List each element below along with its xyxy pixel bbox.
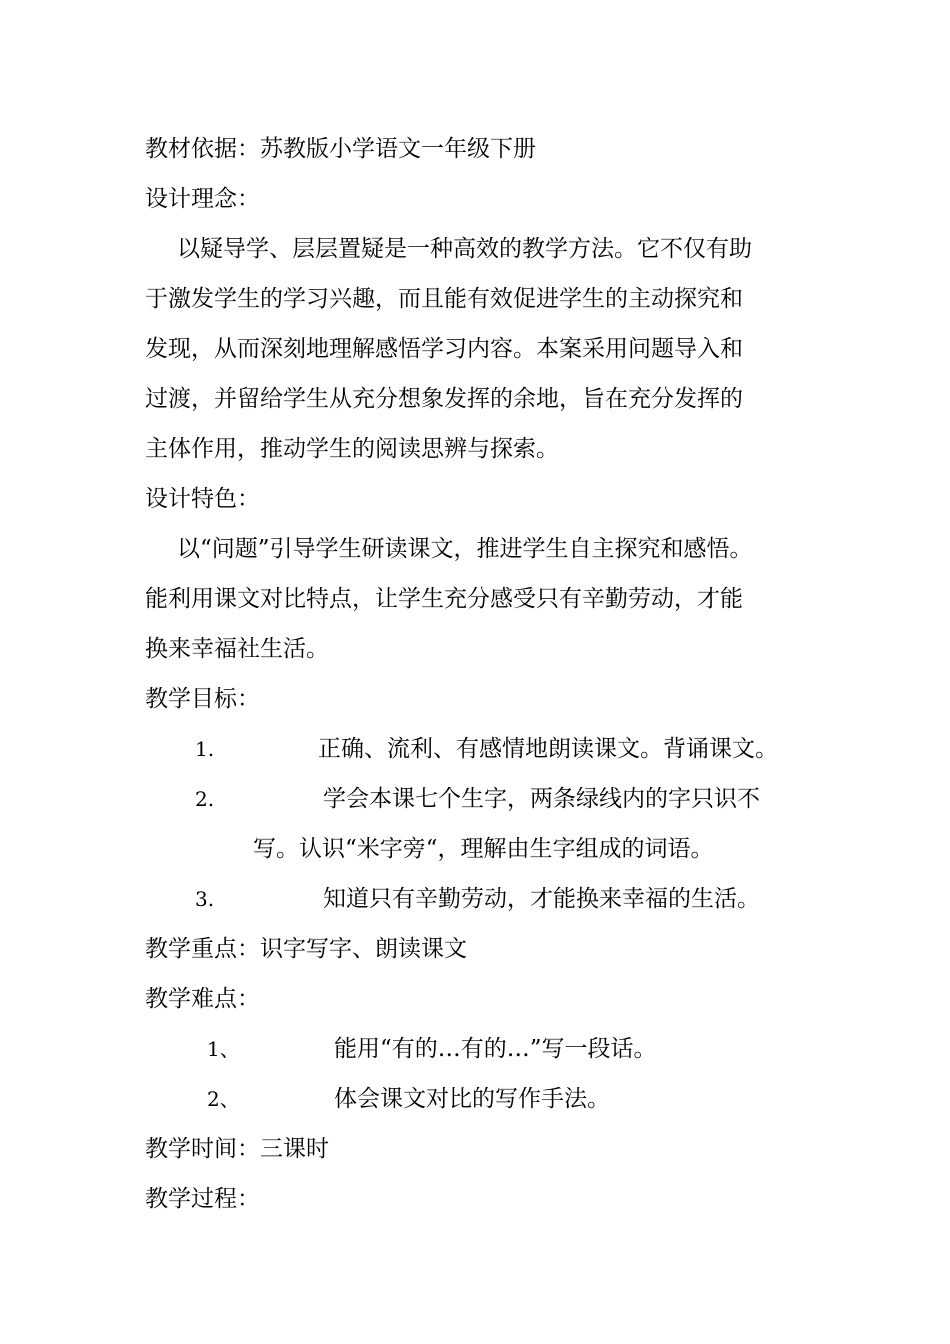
design-feature-heading: 设计特色： [145,486,260,512]
difficulty-text: 能用“有的…有的…”写一段话。 [334,1036,657,1062]
design-concept-line: 于激发学生的学习兴趣，而且能有效促进学生的主动探究和 [145,286,743,312]
objective-number: 1. [195,737,215,761]
objective-number: 2. [195,787,215,811]
process-heading: 教学过程： [145,1186,260,1212]
difficulty-number: 2、 [207,1087,240,1111]
teaching-time: 教学时间：三课时 [145,1136,329,1162]
objective-number: 3. [195,887,215,911]
teaching-material-basis: 教材依据：苏教版小学语文一年级下册 [145,136,536,162]
objectives-heading: 教学目标： [145,686,260,712]
design-concept-line: 主体作用，推动学生的阅读思辨与探索。 [145,436,559,462]
objective-text: 知道只有辛勤劳动，才能换来幸福的生活。 [323,886,760,912]
difficulties-heading: 教学难点： [145,986,260,1012]
key-points: 教学重点：识字写字、朗读课文 [145,936,467,962]
design-concept-heading: 设计理念： [145,186,260,212]
difficulty-number: 1、 [207,1037,240,1061]
design-feature-line: 能利用课文对比特点，让学生充分感受只有辛勤劳动，才能 [145,586,743,612]
objective-text: 正确、流利、有感情地朗读课文。背诵课文。 [318,736,778,762]
design-concept-line: 发现，从而深刻地理解感悟学习内容。本案采用问题导入和 [145,336,743,362]
design-feature-line: 以“问题”引导学生研读课文，推进学生自主探究和感悟。 [177,536,753,562]
design-feature-line: 换来幸福社生活。 [145,636,329,662]
objective-text-continuation: 写。认识“米字旁“，理解由生字组成的词语。 [253,836,714,862]
objective-text: 学会本课七个生字，两条绿线内的字只识不 [323,786,760,812]
design-concept-line: 过渡，并留给学生从充分想象发挥的余地，旨在充分发挥的 [145,386,743,412]
difficulty-text: 体会课文对比的写作手法。 [334,1086,610,1112]
design-concept-line: 以疑导学、层层置疑是一种高效的教学方法。它不仅有助 [177,236,752,262]
